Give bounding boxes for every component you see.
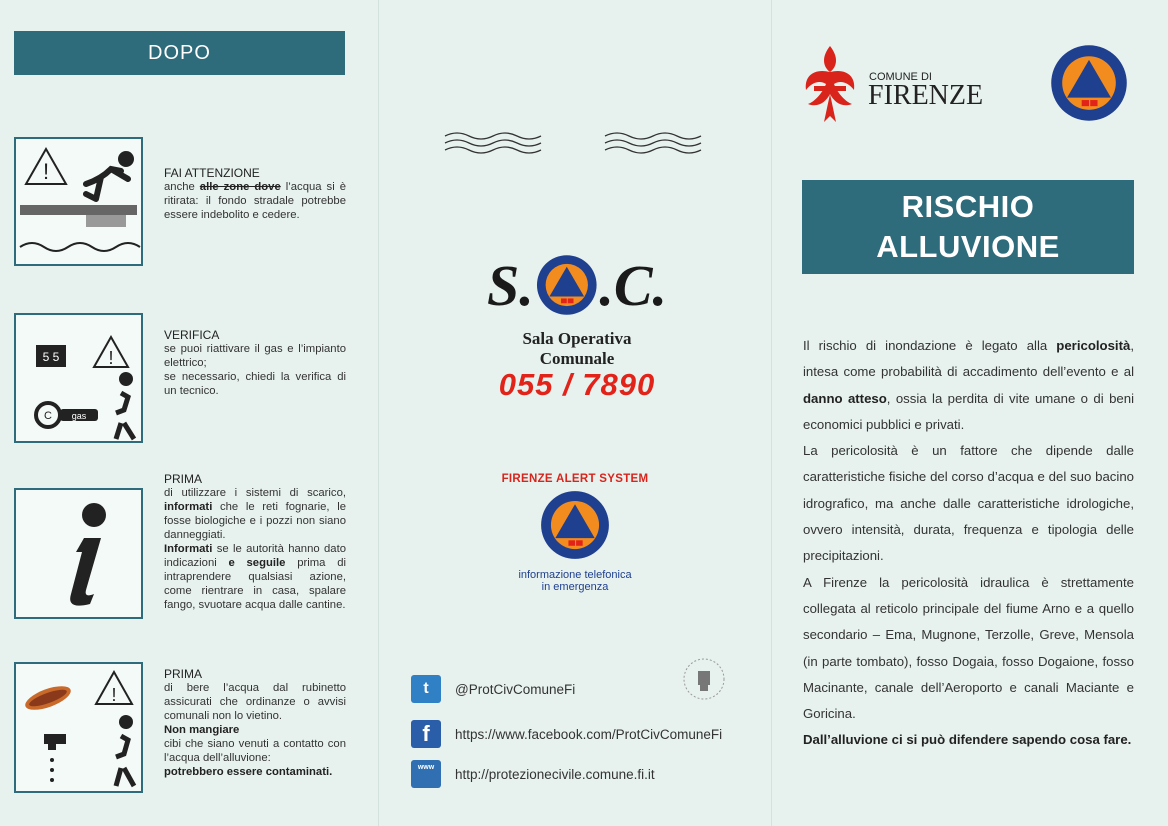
soc-letters-left: S. xyxy=(487,252,534,318)
item-text: anche xyxy=(164,181,200,193)
text-run: , ossia la perdita di vite umane o di beni economici pubblici e privati. xyxy=(803,390,1135,432)
item-prima-scarico xyxy=(164,472,346,612)
item-verifica xyxy=(164,328,346,398)
item-text: se puoi riattivare il gas e l’impianto elettrico; xyxy=(164,343,346,369)
text-run: Il rischio di inondazione è legato alla xyxy=(803,338,1057,353)
protezione-civile-emblem-icon xyxy=(536,253,598,317)
social-web[interactable] xyxy=(411,760,655,788)
item-bold: e seguile xyxy=(228,557,286,569)
item-text: se necessario, chiedi la verifica di un tecnico. xyxy=(164,371,346,397)
comune-stamp-icon xyxy=(680,655,728,703)
protezione-civile-emblem-icon xyxy=(540,490,610,560)
website-link[interactable]: http://protezionecivile.comune.fi.it xyxy=(455,766,655,782)
item-prima-acqua xyxy=(164,667,346,779)
item-fai-attenzione xyxy=(164,166,346,222)
soc-phone-number: 055 / 7890 xyxy=(498,367,656,402)
gas-label: gas xyxy=(71,411,87,421)
alert-sub-line: informazione telefonica xyxy=(518,569,632,581)
item-text: che le reti fognarie, le fosse biologiche e i pozzi non siano danneggiati. xyxy=(164,501,346,541)
web-icon: www xyxy=(411,760,441,788)
body-text xyxy=(803,333,1134,754)
document-title xyxy=(802,180,1134,274)
item-text: cibi che siano venuti a contatto con l’acqua dell’alluvione: xyxy=(164,738,346,764)
paragraph xyxy=(803,333,1134,438)
warning-road-collapse-icon xyxy=(16,139,141,264)
comune-small-text: COMUNE DI xyxy=(869,71,932,83)
check-icon-box xyxy=(14,313,143,443)
section-header-dopo: DOPO xyxy=(14,31,345,75)
alert-system-title: FIRENZE ALERT SYSTEM xyxy=(501,473,649,485)
item-bold: Informati xyxy=(164,543,213,555)
comune-big-text: FIRENZE xyxy=(868,80,984,111)
facebook-icon: f xyxy=(411,720,441,748)
title-line: ALLUVIONE xyxy=(876,229,1060,264)
item-bold: informati xyxy=(164,501,213,513)
twitter-handle[interactable]: @ProtCivComuneFi xyxy=(455,681,576,697)
text-run: , intesa come probabilità di accadimento dell’evento e al xyxy=(803,338,1134,380)
alert-system-block xyxy=(495,473,655,593)
item-title: PRIMA xyxy=(164,667,203,681)
comune-firenze-logo xyxy=(800,42,990,126)
alert-system-subtitle xyxy=(495,569,655,593)
water-food-warning-icon xyxy=(16,664,141,791)
soc-logo xyxy=(487,245,667,325)
item-title: FAI ATTENZIONE xyxy=(164,166,260,180)
social-twitter[interactable] xyxy=(411,675,575,703)
wave-decoration-icon xyxy=(443,130,545,156)
item-text: se le autorità hanno dato indicazioni xyxy=(164,543,346,569)
paragraph: La pericolosità è un fattore che dipende dalle caratteristiche fisiche del corso d’acqua e del suo bacino idrografico, ma anche dalle caratteristiche idrologiche, ovvero intensità, durata, frequenza e tipologia delle precipitazioni. xyxy=(803,443,1134,564)
bold-run: pericolosità xyxy=(1056,338,1131,353)
protezione-civile-toscana-logo xyxy=(1050,44,1128,122)
struck-text: alle zone dove xyxy=(199,181,281,193)
title-line: RISCHIO xyxy=(901,189,1035,224)
item-text: prima di intraprendere qualsiasi azione, come rientrare in casa, spalare fango, svuotare acqua dalle cantine. xyxy=(164,557,346,611)
svg-text:!: ! xyxy=(111,685,117,705)
alert-sub-line: in emergenza xyxy=(541,581,609,593)
svg-text:!: ! xyxy=(108,348,114,368)
info-icon xyxy=(16,490,141,617)
item-bold: Non mangiare xyxy=(164,724,240,736)
svg-text:C: C xyxy=(44,410,52,422)
item-text: di bere l’acqua dal rubinetto assicurati che ordinanze o avvisi comunali non lo vietino. xyxy=(164,682,346,722)
info-icon-box xyxy=(14,488,143,619)
svg-text:!: ! xyxy=(42,159,50,184)
paragraph: A Firenze la pericolosità idraulica è strettamente collegata al reticolo principale del fiume Arno e a quello secondario – Ema, Mugnone, Terzolle, Greve, Mensola (in parte tombato), fosso Dogaia, fosso Dogaione, fosso Macinante, canale dell’Aeroporto e canali Maciante e Goricina. xyxy=(803,574,1134,722)
facebook-link[interactable]: https://www.facebook.com/ProtCivComuneFi xyxy=(455,726,723,742)
closing-statement: Dall’alluvione ci si può difendere sapendo cosa fare. xyxy=(803,732,1132,748)
left-panel xyxy=(0,0,378,826)
item-text: l’acqua si è ritirata: il fondo stradale potrebbe essere indebolito e cedere. xyxy=(164,181,346,221)
soc-block xyxy=(487,245,667,401)
wave-decoration-icon xyxy=(603,130,705,156)
item-title: PRIMA xyxy=(164,472,203,486)
soc-letters-right: .C. xyxy=(599,252,667,318)
caution-icon-box xyxy=(14,137,143,266)
water-food-icon-box xyxy=(14,662,143,793)
svg-text:5 5: 5 5 xyxy=(42,350,60,364)
item-bold: potrebbero essere contaminati. xyxy=(164,766,333,778)
twitter-icon: t xyxy=(411,675,441,703)
item-title: VERIFICA xyxy=(164,328,220,342)
item-text: di utilizzare i sistemi di scarico, xyxy=(164,487,346,499)
gas-electric-check-icon xyxy=(16,315,141,441)
soc-name: Sala Operativa Comunale xyxy=(522,329,632,368)
social-facebook[interactable] xyxy=(411,720,722,748)
bold-run: danno atteso xyxy=(803,390,887,406)
